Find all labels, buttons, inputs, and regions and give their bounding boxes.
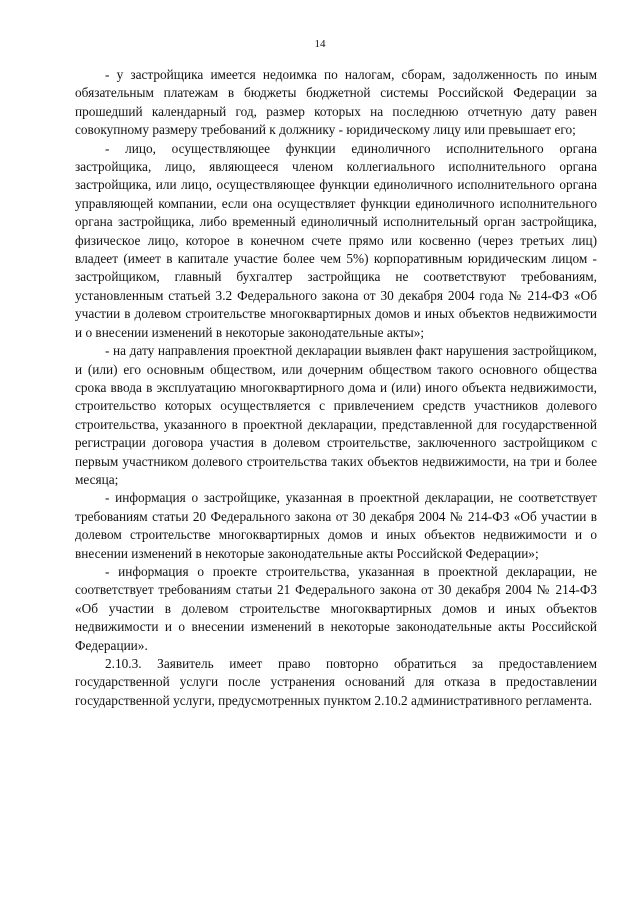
paragraph-project-info: - информация о проекте строительства, указанная в проектной декларации, не соответствует требованиям статьи 21 Федерального закона от 30 декабря 2004 № 214-ФЗ «Об участии в долевом строительстве многоквартирных домов и иных объектов недвижимости и о внесении изменений в некоторые законодательные акты Российской Федерации». — [75, 563, 597, 653]
paragraph-reapplication: 2.10.3. Заявитель имеет право повторно обратиться за предоставлением государственной услуги после устранения оснований для отказа в предоставлении государственной услуги, предусмотренных пунктом 2.10.2 административного регламента. — [75, 656, 597, 708]
paragraph-tax-arrears: - у застройщика имеется недоимка по налогам, сборам, задолженность по иным обязательным платежам в бюджеты бюджетной системы Российской Федерации за прошедший календарный год, размер которых на последнюю отчетную дату равен совокупному размеру требований к должнику - юридическому лицу или превышает его; — [75, 67, 597, 138]
page-number: 14 — [314, 38, 326, 50]
paragraph-executive-requirements: - лицо, осуществляющее функции единоличного исполнительного органа застройщика, лицо, являющееся членом коллегиального исполнительного органа застройщика, или лицо, осуществляющее функции единоличного исполнительного органа управляющей компании, если она осуществляет функции единоличного исполнительного органа застройщика, либо временный единоличный исполнительный орган застройщика, физическое лицо, которое в конечном счете прямо или косвенно (через третьих лиц) владеет (имеет в капитале участие более чем 5%) корпоративным юридическим лицом - застройщиком, главный бухгалтер застройщика не соответствуют требованиям, установленным статьей 3.2 Федерального закона от 30 декабря 2004 года № 214-ФЗ «Об участии в долевом строительстве многоквартирных домов и иных объектов недвижимости и о внесении изменений в некоторые законодательные акты»; — [75, 140, 597, 340]
paragraph-construction-delay: - на дату направления проектной декларации выявлен факт нарушения застройщиком, и (или) его основным обществом, или дочерним обществом такого основного общества срока ввода в эксплуатацию многоквартирного дома и (или) иного объекта недвижимости, строительство которых осуществляется с привлечением средств участников долевого строительства, указанного в проектной декларации, представленной для государственной регистрации договора участия в долевом строительстве, заключенного застройщиком с первым участником долевого строительства таких объектов недвижимости, на три и более месяца; — [75, 343, 597, 487]
paragraph-developer-info: - информация о застройщике, указанная в проектной декларации, не соответствует требованиям статьи 20 Федерального закона от 30 декабря 2004 № 214-ФЗ «Об участии в долевом строительстве многоквартирных домов и иных объектов недвижимости и о внесении изменений в некоторые законодательные акты Российской Федерации»; — [75, 490, 597, 561]
body-text — [75, 66, 597, 710]
